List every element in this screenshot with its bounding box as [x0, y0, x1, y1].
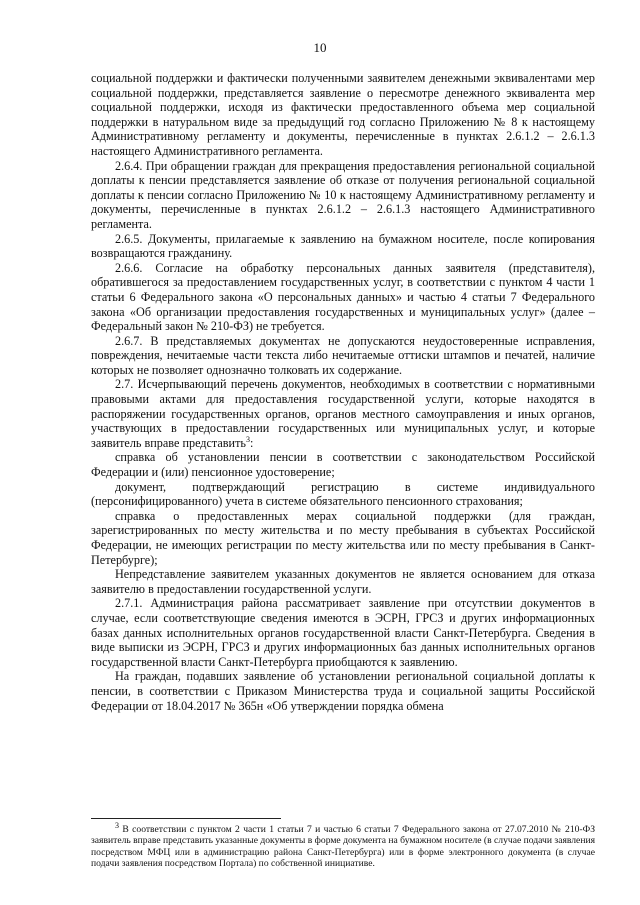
paragraph-continuation: социальной поддержки и фактически полученными заявителем денежными эквивалентами мер социальной поддержки, представляется заявление о пересмотре денежного эквивалента мер социальной поддержки, исходя из фактически предоставленного объема мер социальной поддержки в натуральном виде за предыдущий год согласно Приложению № 8 к настоящему Административному регламенту и документы, перечисленные в пунктах 2.6.1.2 – 2.6.1.3 настоящего Административного регламента.	[91, 71, 595, 158]
footnote-text: В соответствии с пунктом 2 части 1 статьи 7 и частью 6 статьи 7 Федерального закона от 27.07.2010 № 210-ФЗ заявитель вправе представить указанные документы в форме документа на бумажном носителе (в случае подачи заявления посредством МФЦ или в администрацию района Санкт-Петербурга) или в форме электронного документа (в случае подачи заявления посредством Портала) по собственной инициативе.	[91, 824, 596, 869]
paragraph-2-6-4: 2.6.4. При обращении граждан для прекращения предоставления региональной социальной доплаты к пенсии представляется заявление об отказе от получения региональной социальной доплаты к пенсии согласно Приложению № 10 к настоящему Административному регламенту и документы, перечисленные в пунктах 2.6.1.2 – 2.6.1.3 настоящего Административного регламента.	[91, 158, 595, 231]
paragraph-2-7-1: 2.7.1. Администрация района рассматривает заявление при отсутствии документов в случае, если соответствующие сведения имеются в ЭСРН, ГРСЗ и других информационных базах данных исполнительных органов государственной власти Санкт-Петербурга. Сведения в виде выписки из ЭСРН, ГРСЗ и других информационных баз данных исполнительных органов государственной власти Санкт-Петербурга приобщаются к заявлению.	[91, 596, 595, 669]
footnote-divider	[91, 818, 281, 819]
body-text	[91, 71, 595, 713]
paragraph-2-7-suffix: :	[249, 435, 254, 450]
paragraph-2-6-6: 2.6.6. Согласие на обработку персональных данных заявителя (представителя), обратившегося за предоставлением государственных услуг, в соответствии с пунктом 4 части 1 статьи 6 Федерального закона «О персональных данных» и частью 4 статьи 7 Федерального закона «Об организации предоставления государственных и муниципальных услуг» (далее – Федеральный закон № 210-ФЗ) не требуется.	[91, 260, 595, 334]
footnote-marker: 3	[115, 820, 119, 830]
paragraph-2-6-7: 2.6.7. В представляемых документах не допускаются неудостоверенные исправления, повреждения, нечитаемые части текста либо нечитаемые оттиски штампов и печатей, наличие которых не позволяет однозначно толковать их содержание.	[91, 333, 595, 377]
paragraph-2-7-text: 2.7. Исчерпывающий перечень документов, необходимых в соответствии с нормативными правовыми актами для предоставления государственной услуги, которые находятся в распоряжении государственных органов, органов местного самоуправления и иных органов, участвующих в предоставлении государственных или муниципальных услуг, и которые заявитель вправе представить	[91, 377, 595, 450]
page-number: 10	[313, 40, 327, 55]
footnote	[91, 820, 596, 869]
list-item-social-support-certificate: справка о предоставленных мерах социальной поддержки (для граждан, зарегистрированных по месту жительства и по месту пребывания в субъектах Российской Федерации, не имеющих регистрации по месту жительства или по месту пребывания в Санкт-Петербурге);	[91, 508, 595, 567]
footnote-reference: 3	[245, 434, 250, 444]
list-item-registration-document: документ, подтверждающий регистрацию в системе индивидуального (персонифицированного) учета в системе обязательного пенсионного страхования;	[91, 479, 595, 509]
paragraph-2-6-5: 2.6.5. Документы, прилагаемые к заявлению на бумажном носителе, после копирования возвращаются гражданину.	[91, 231, 595, 261]
paragraph-non-submission: Непредставление заявителем указанных документов не является основанием для отказа заявителю в предоставлении государственной услуги.	[91, 567, 595, 596]
paragraph-order-365n: На граждан, подавших заявление об установлении региональной социальной доплаты к пенсии, в соответствии с Приказом Министерства труда и социальной защиты Российской Федерации от 18.04.2017 № 365н «Об утверждении порядка обмена	[91, 669, 595, 713]
list-item-pension-certificate: справка об установлении пенсии в соответствии с законодательством Российской Федерации и (или) пенсионное удостоверение;	[91, 450, 595, 480]
paragraph-2-7	[91, 377, 595, 450]
